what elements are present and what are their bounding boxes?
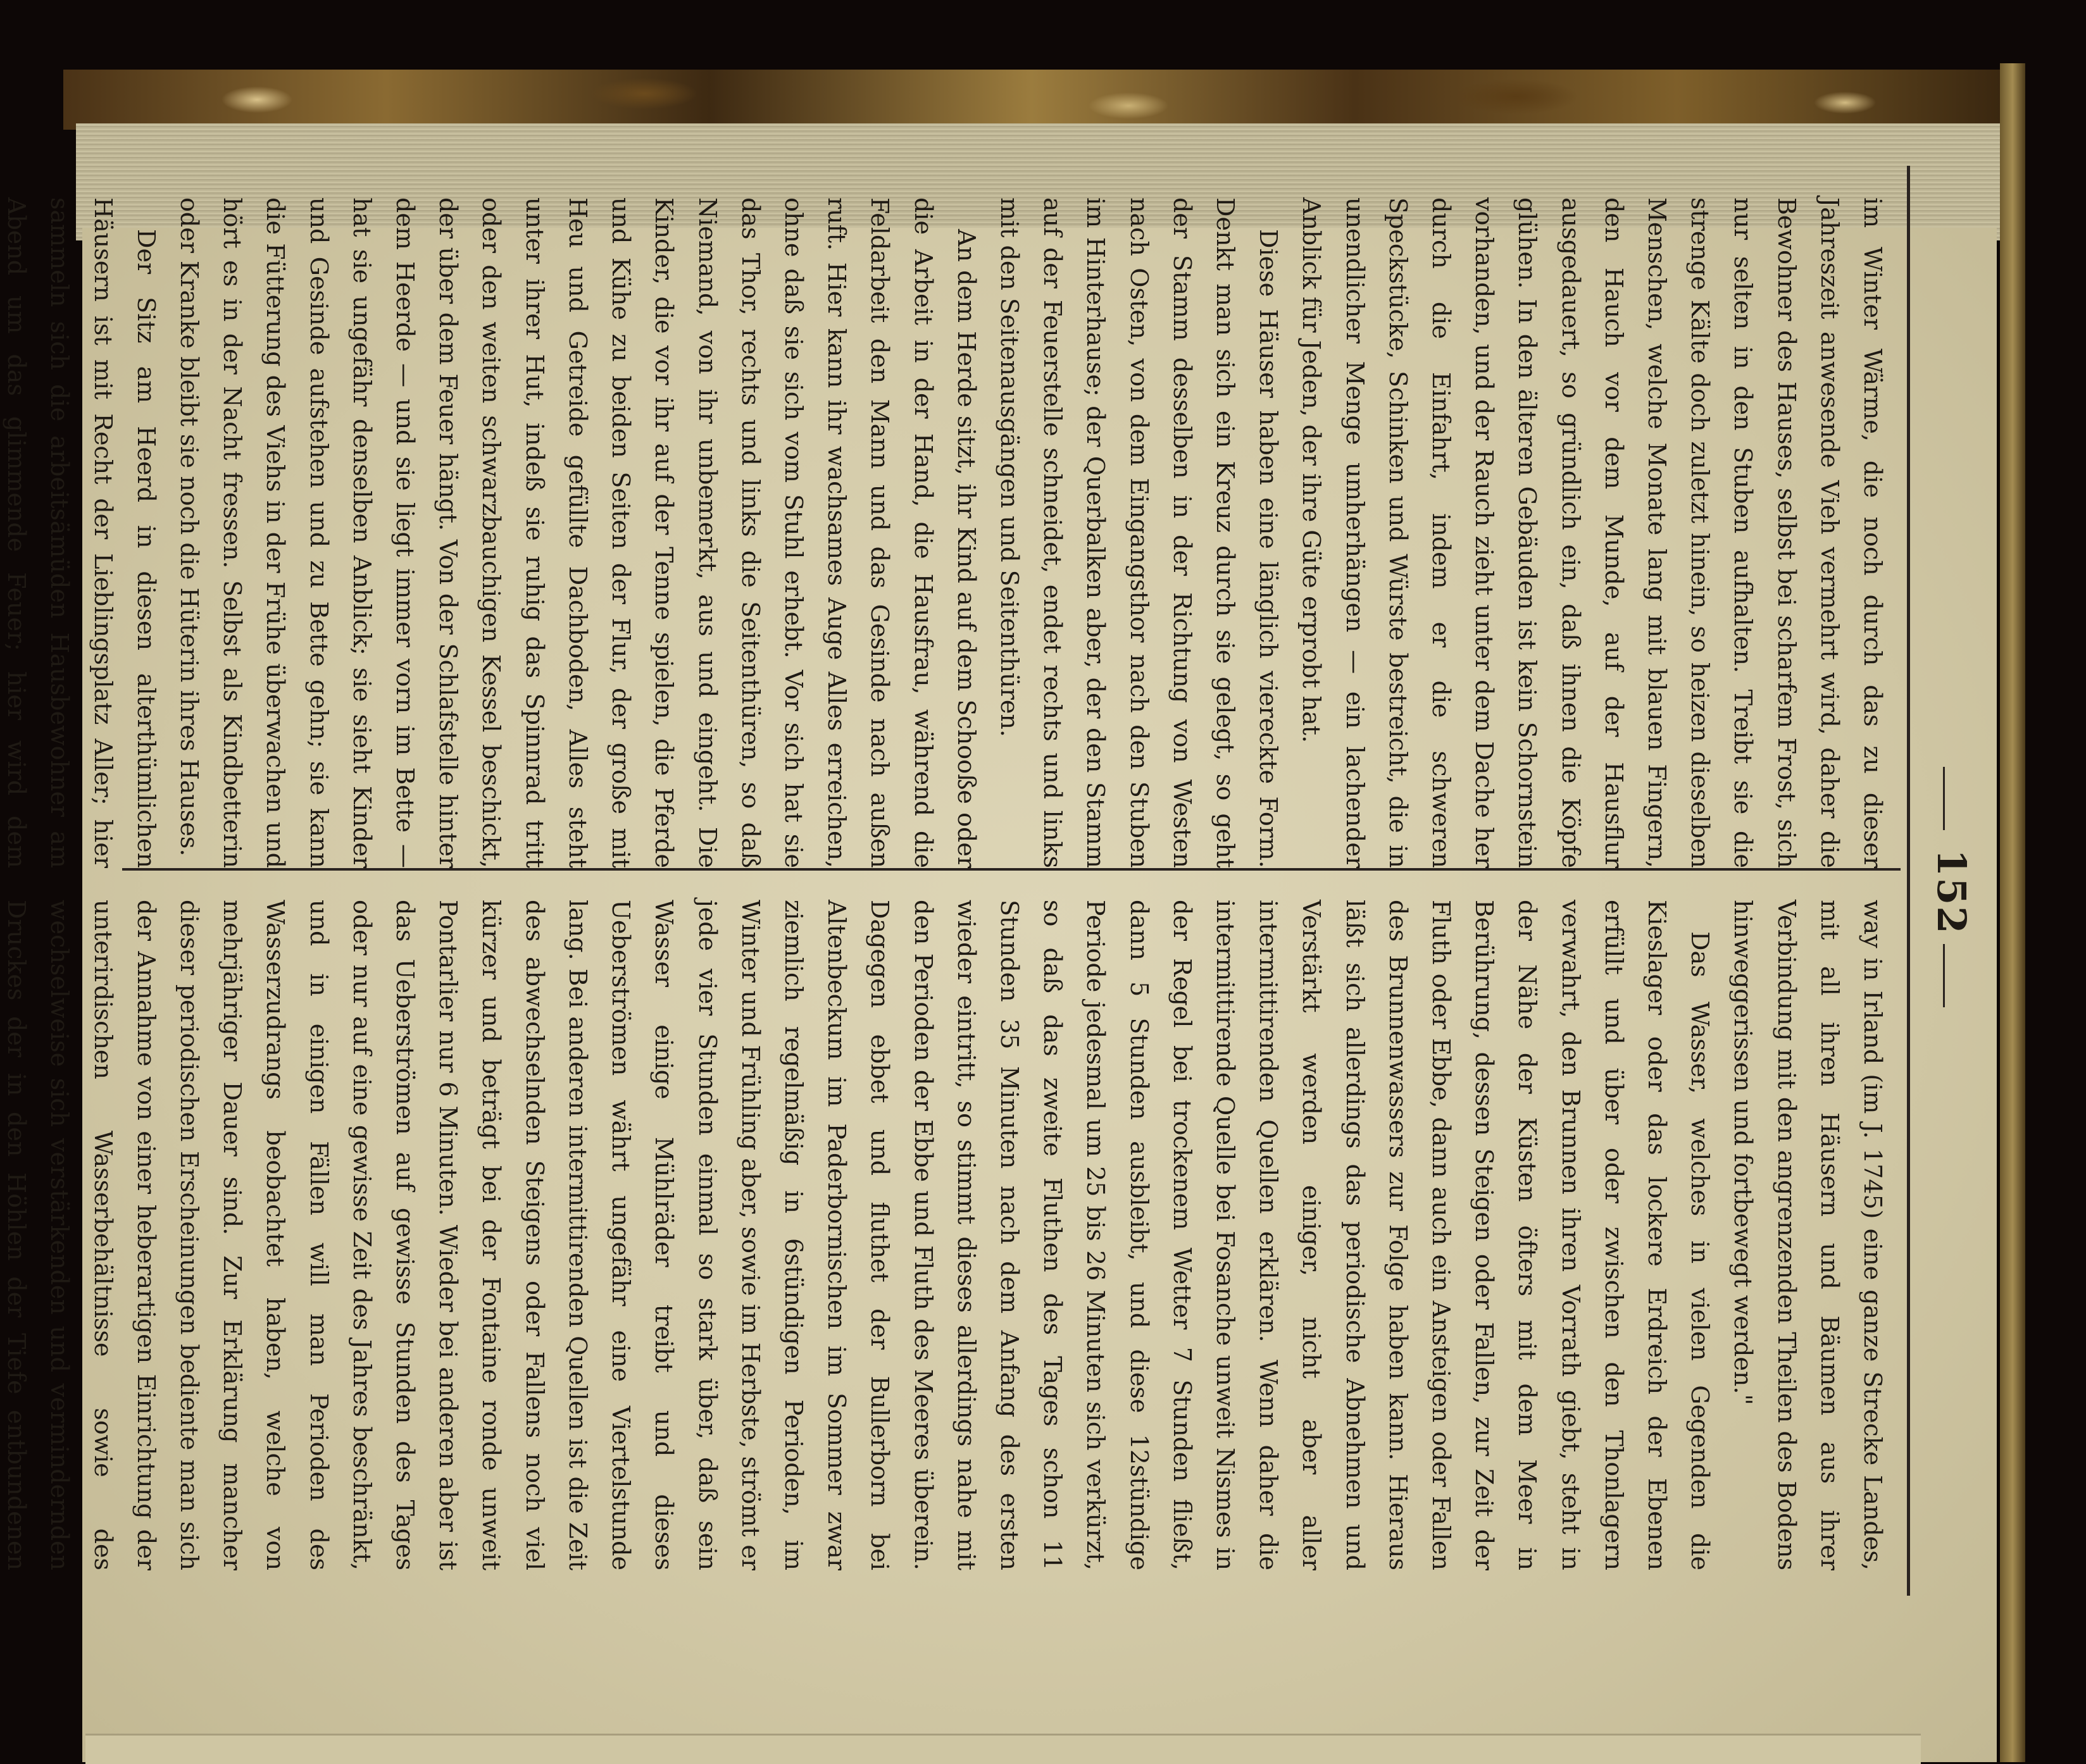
paragraph: way in Irland (im J. 1745) eine ganze Strecke Landes, mit all ihren Häusern und Bäumen aus ihrer Verbindung mit den angrenzenden Theilen des Bodens hinweggerissen und fortbewegt werden." [1729,900,1887,1570]
folio-dash-right [1943,944,1945,1007]
right-column [3,900,1894,1570]
marbled-book-cover [63,70,2000,130]
book-binding [2000,63,2025,1762]
paragraph: im Winter Wärme, die noch durch das zu dieser Jahreszeit anwesende Vieh vermehrt wird, daher die Bewohner des Hauses, selbst bei scharfem Frost, sich nur selten in den Stuben aufhalten. Treibt sie die strenge Kälte doch zuletzt hinein, so heizen dieselben Menschen, welche Monate lang mit blauen Fingern, den Hauch vor dem Munde, auf der Hausflur ausgedauert, so gründlich ein, daß ihnen die Köpfe glühen. In den älteren Gebäuden ist kein Schornstein vorhanden, und der Rauch zieht unter dem Dache her durch die Einfahrt, indem er die schweren Speckstücke, Schinken und Würste bestreicht, die in unendlicher Menge umherhängen — ein lachender Anblick für Jeden, der ihre Güte erprobt hat. [1297,197,1887,868]
paragraph: Der Sitz am Heerd in diesen alterthümlichen Häusern ist mit Recht der Lieblingsplatz Aller; hier sammeln sich die arbeitsämüden Hausbewohner am Abend um das glimmende Feuer; hier wird dem [3,197,160,868]
left-column [3,197,1894,868]
page-number: 152 [1928,849,1975,935]
page-text-area [3,166,1980,1596]
paragraph: Das Wasser, welches in vielen Gegenden die Kieslager oder das lockere Erdreich der Ebenen erfüllt und über oder zwischen den Thonlagern verwahrt, den Brunnen ihren Vorrath giebt, steht in der Nähe der Küsten öfters mit dem Meer in Berührung, dessen Steigen oder Fallen, zur Zeit der Fluth oder Ebbe, dann auch ein Ansteigen oder Fallen des Brunnenwassers zur Folge haben kann. Hieraus läßt sich allerdings das periodische Abnehmen und Verstärkt werden einiger, nicht aber aller intermittirenden Quellen erklären. Wenn daher die intermittirende Quelle bei Fosanche unweit Nismes in der Regel bei trockenem Wetter 7 Stunden fließt, dann 5 Stunden ausbleibt, und diese 12stündige Periode jedesmal um 25 bis 26 Minuten sich verkürzt, so daß das zweite Fluthen des Tages schon 11 Stunden 35 Minuten nach dem Anfang des ersten wieder eintritt, so stimmt dieses allerdings nahe mit den Perioden der Ebbe und Fluth des Meeres überein. Dagegen ebbet und fluthet der Bullerborn bei Altenbeckum im Paderbornischen im Sommer zwar ziemlich regelmäßig in 6stündigen Perioden, im Winter und Frühling aber, sowie im Herbste, strömt er jede vier Stunden einmal so stark über, daß sein Wasser einige Mühlräder treibt und dieses Ueberströmen währt ungefähr eine Viertelstunde lang. Bei anderen intermittirenden Quellen ist die Zeit des abwechselnden Steigens oder Fallens noch viel kürzer und beträgt bei der Fontaine ronde unweit Pontarlier nur 6 Minuten. Wieder bei anderen aber ist das Ueberströmen auf gewisse Stunden des Tages oder nur auf eine gewisse Zeit des Jahres beschränkt, und in einigen Fällen will man Perioden des Wasserzudrangs beobachtet haben, welche von mehrjähriger Dauer sind. Zur Erklärung mancher dieser periodischen Erscheinungen bediente man sich der Annahme von einer heberartigen Einrichtung der unterirdischen Wasserbehältnisse sowie des wechselweise sich verstärkenden und vermindernden Druckes der in den Höhlen der Tiefe entbundenen [3,900,1714,1570]
page-header [1907,166,1980,1596]
next-page-edge [85,1734,1921,1764]
paragraph: Diese Häuser haben eine länglich viereckte Form. Denkt man sich ein Kreuz durch sie gelegt, so geht der Stamm desselben in der Richtung von Westen nach Osten, von dem Eingangsthor nach den Stuben im Hinterhause; der Querbalken aber, der den Stamm auf der Feuerstelle schneidet, endet rechts und links mit den Seitenausgängen und Seitenthüren. [995,197,1283,868]
paragraph: An dem Herde sitzt, ihr Kind auf dem Schooße oder die Arbeit in der Hand, die Hausfrau, während die Feldarbeit den Mann und das Gesinde nach außen ruft. Hier kann ihr wachsames Auge Alles erreichen, ohne daß sie sich vom Stuhl erhebt. Vor sich hat sie das Thor, rechts und links die Seitenthüren, so daß Niemand, von ihr unbemerkt, aus und eingeht. Die Kinder, die vor ihr auf der Tenne spielen, die Pferde und Kühe zu beiden Seiten der Flur, der große mit Heu und Getreide gefüllte Dachboden, Alles steht unter ihrer Hut, indeß sie ruhig das Spinnrad tritt oder den weiten schwarzbauchigen Kessel beschickt, der über dem Feuer hängt. Von der Schlafstelle hinter dem Heerde — und sie liegt immer vorn im Bette — hat sie ungefähr denselben Anblick; sie sieht Kinder und Gesinde aufstehen und zu Bette gehn; sie kann die Fütterung des Viehs in der Frühe überwachen und hört es in der Nacht fressen. Selbst als Kindbetterin oder Kranke bleibt sie noch die Hüterin ihres Hauses. [175,197,980,868]
folio-dash-left [1943,767,1945,830]
column-divider [122,868,1901,871]
